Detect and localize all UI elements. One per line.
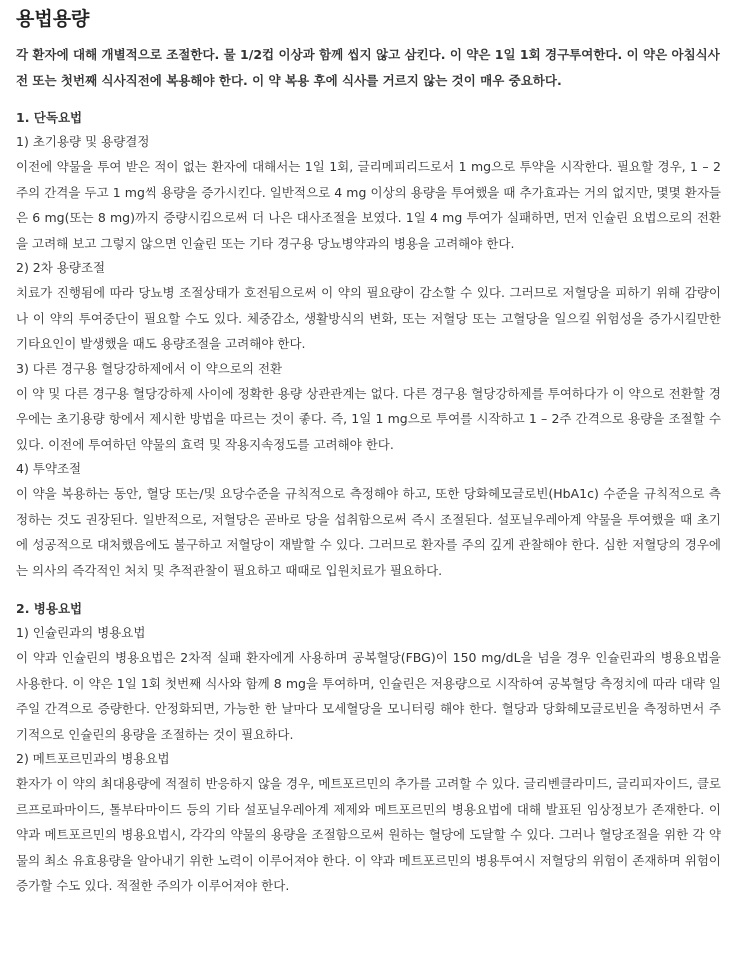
subsection-text: 이 약과 인슐린의 병용요법은 2차적 실패 환자에게 사용하며 공복혈당(FBG)이 150 mg/dL을 넘을 경우 인슐린과의 병용요법을 사용한다. 이 약은 1일 1회 첫번째 식사와 함께 8 mg을 투여하며, 인슐린은 저용량으로 시작하여 공복혈당 측정치에 따라 대략 일주일 간격으로 증량한다. 안정화되면, 가능한 한 날마다 모세혈당을 모니터링 해야 한다. 혈당과 당화헤모글로빈을 측정하면서 주기적으로 인슐린의 용량을 조절하는 것이 필요하다. — [16, 650, 721, 742]
subsection-title: 3) 다른 경구용 혈당강하제에서 이 약으로의 전환 — [16, 360, 283, 376]
subsection-title: 2) 메트포르민과의 병용요법 — [16, 751, 170, 766]
subsection-title: 4) 투약조절 — [16, 461, 82, 476]
subsection-text: 이 약을 복용하는 동안, 혈당 또는/및 요당수준을 규칙적으로 측정해야 하고, 또한 당화헤모글로빈(HbA1c) 수준을 규칙적으로 측정하는 것도 권장된다. 일반적으로, 저혈당은 곧바로 당을 섭취함으로써 즉시 조절된다. 설포닐우레아계 약물을 투여했을 때 초기에 성공적으로 대처했음에도 불구하고 저혈당이 재발할 수 있다. 그러므로 환자를 주의 깊게 관찰해야 한다. 심한 저혈당의 경우에는 의사의 즉각적인 처치 및 추적관찰이 필요하고 때때로 입원치료가 필요하다. — [16, 486, 721, 578]
section-combination-therapy — [16, 597, 721, 899]
subsection-text: 환자가 이 약의 최대용량에 적절히 반응하지 않을 경우, 메트포르민의 추가를 고려할 수 있다. 글리벤클라미드, 글리피자이드, 클로르프로파마이드, 톨부타마이드 등의 기타 설포닐우레아계 제제와 메트포르민의 병용요법에 대해 발표된 임상정보가 존재한다. 이 약과 메트포르민의 병용요법시, 각각의 약물의 용량을 조절함으로써 원하는 혈당에 도달할 수 있다. 그러나 혈당조절을 위한 각 약물의 최소 유효용량을 알아내기 위한 노력이 이루어져야 한다. 이 약과 메트포르민의 병용투여시 저혈당의 위험이 존재하며 위험이 증가할 수도 있다. 적절한 주의가 이루어져야 한다. — [16, 776, 721, 893]
subsection-title: 1) 인슐린과의 병용요법 — [16, 625, 146, 640]
section-monotherapy — [16, 106, 721, 583]
subsection-title: 1) 초기용량 및 용량결정 — [16, 134, 150, 149]
section-gap — [16, 583, 721, 597]
section-title: 1. 단독요법 — [16, 110, 83, 125]
subsection-text: 이전에 약물을 투여 받은 적이 없는 환자에 대해서는 1일 1회, 글리메피리드로서 1 mg으로 투약을 시작한다. 필요할 경우, 1 – 2주의 간격을 두고 1 mg씩 용량을 증가시킨다. 일반적으로 4 mg 이상의 용량을 투여했을 때 추가효과는 거의 없지만, 몇몇 환자들은 6 mg(또는 8 mg)까지 증량시킴으로써 더 나은 대사조절을 보였다. 1일 4 mg 투여가 실패하면, 먼저 인슐린 요법으로의 전환을 고려해 보고 그렇지 않으면 인슐린 또는 기타 경구용 당뇨병약과의 병용을 고려해야 한다. — [16, 159, 721, 251]
section-title: 2. 병용요법 — [16, 601, 83, 616]
subsection-title: 2) 2차 용량조절 — [16, 260, 106, 275]
intro-paragraph: 각 환자에 대해 개별적으로 조절한다. 물 1/2컵 이상과 함께 씹지 않고 삼킨다. 이 약은 1일 1회 경구투여한다. 이 약은 아침식사 전 또는 첫번째 식사직전에 복용해야 한다. 이 약 복용 후에 식사를 거르지 않는 것이 매우 중요하다. — [16, 47, 720, 88]
subsection-text: 이 약 및 다른 경구용 혈당강하제 사이에 정확한 용량 상관관계는 없다. 다른 경구용 혈당강하제를 투여하다가 이 약으로 전환할 경우에는 초기용량 항에서 제시한 방법을 따르는 것이 좋다. 즉, 1일 1 mg으로 투여를 시작하고 1 – 2주 간격으로 용량을 조절할 수 있다. 이전에 투여하던 약물의 효력 및 작용지속정도를 고려해야 한다. — [16, 385, 721, 452]
page-title: 용법용량 — [16, 8, 90, 30]
subsection-text: 치료가 진행됨에 따라 당뇨병 조절상태가 호전됨으로써 이 약의 필요량이 감소할 수 있다. 그러므로 저혈당을 피하기 위해 감량이나 이 약의 투여중단이 필요할 수도 있다. 체중감소, 생활방식의 변화, 또는 저혈당 또는 고혈당을 일으킬 위험성을 증가시킬만한 기타요인이 발생했을 때도 용량조절을 고려해야 한다. — [16, 285, 721, 351]
